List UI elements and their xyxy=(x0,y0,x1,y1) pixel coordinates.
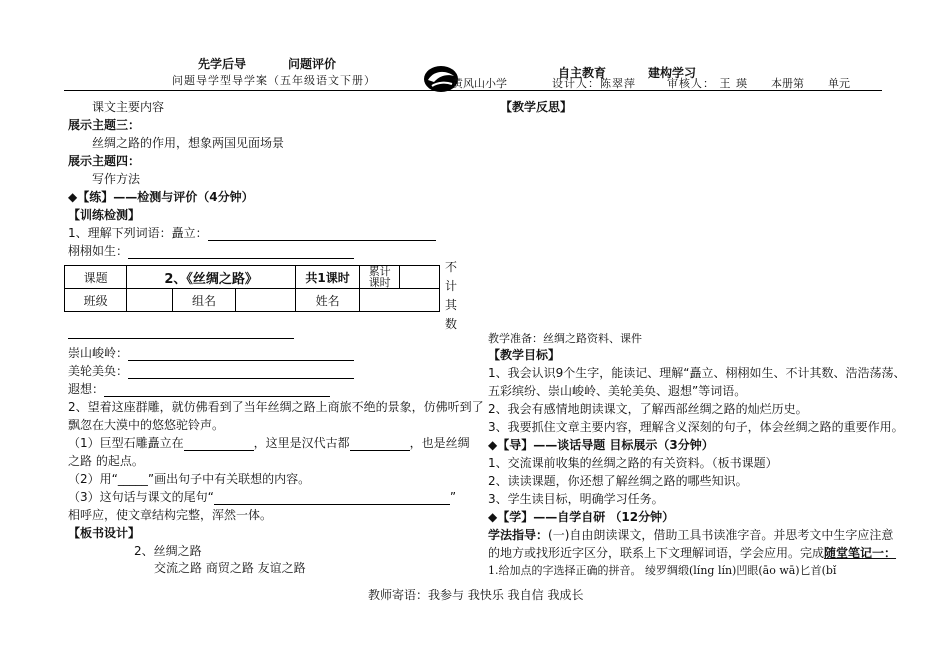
word-xiaxiang-row xyxy=(68,380,330,397)
slogan-xianxue: 先学后导 xyxy=(198,57,247,71)
guide3: 3、学生读目标，明确学习任务。 xyxy=(488,492,664,506)
slogan-jiangou: 建构学习 xyxy=(648,66,697,80)
topic-label: 课题 xyxy=(65,266,127,289)
header-rule xyxy=(64,90,882,91)
word-xuxu-row xyxy=(68,242,354,259)
learn-title: ◆【学】——自学自研 （12分钟） xyxy=(488,510,675,524)
q2-2-row xyxy=(68,470,310,487)
q2-line1: 2、望着这座群雕，就仿佛看到了当年丝绸之路上商旅不绝的景象，仿佛听到了 xyxy=(68,400,484,414)
blank-chongshan[interactable] xyxy=(128,360,354,361)
pinyin-line: 1.给加点的字选择正确的拼音。 绫罗绸缎(líng lín)凹眼(āo wā)匕首(bǐ xyxy=(488,564,837,577)
theme3-title: 展示主题三： xyxy=(68,118,141,132)
method-text1: (一)自由朗读课文，借助工具书读准字音。并思考文中生字应注意 xyxy=(548,528,894,542)
vertical-char: 其 xyxy=(444,298,457,312)
q2-1-c: ，也是丝绸 xyxy=(409,436,470,450)
practice-title: ◆【练】——检测与评价（4分钟） xyxy=(68,190,254,204)
guide1: 1、交流课前收集的丝绸之路的有关资料。（板书课题） xyxy=(488,456,778,470)
goal2: 2、我会有感情地朗读课文，了解西部丝绸之路的灿烂历史。 xyxy=(488,402,808,416)
word-meilun: 美轮美奂： xyxy=(68,364,129,378)
board-line1: 2、丝绸之路 xyxy=(134,544,202,558)
name-value[interactable] xyxy=(360,289,440,312)
class-label: 班级 xyxy=(65,289,127,312)
word-chongshan-row xyxy=(68,344,354,361)
method-text2: 的地方或找形近字区分，联系上下文理解词语，学会应用。完成 xyxy=(488,546,825,560)
blank-buji[interactable] xyxy=(68,338,294,339)
q2-2-c: ”画出句子中有关联想的内容。 xyxy=(147,472,311,486)
book-unit xyxy=(771,75,850,91)
board-line2: 交流之路 商贸之路 友谊之路 xyxy=(154,561,306,575)
name-label: 姓名 xyxy=(295,289,359,312)
cumulative-value[interactable] xyxy=(400,266,440,289)
guide2: 2、读读课题，你还想了解丝绸之路的哪些知识。 xyxy=(488,474,748,488)
q2-line2: 飘忽在大漠中的悠悠驼铃声。 xyxy=(68,418,225,432)
book-unit-prefix: 本册第 xyxy=(771,77,804,90)
item-main-content: 课文主要内容 xyxy=(92,100,165,114)
method-label: 学法指导： xyxy=(488,528,549,542)
goal1-line2: 五彩缤纷、崇山峻岭、美轮美奂、遐想”等词语。 xyxy=(488,384,747,398)
reflection-title: 【教学反思】 xyxy=(500,100,573,114)
header-subtitle: 问题导学型导学案（五年级语文下册） xyxy=(172,74,376,87)
q1-blank-chuli[interactable] xyxy=(208,240,436,241)
theme4-title: 展示主题四： xyxy=(68,154,141,168)
footer-motto: 教师寄语：我参与 我快乐 我自信 我成长 xyxy=(368,588,584,602)
vertical-word xyxy=(444,258,458,334)
word-xuxu: 栩栩如生： xyxy=(68,244,129,258)
method-line1 xyxy=(488,526,893,543)
theme4-text: 写作方法 xyxy=(92,172,141,186)
slogan-wenti: 问题评价 xyxy=(288,57,337,71)
blank-xuxu[interactable] xyxy=(128,258,354,259)
blank-xiaxiang[interactable] xyxy=(104,396,330,397)
lesson-info-table xyxy=(64,265,440,312)
goals-title: 【教学目标】 xyxy=(488,348,561,362)
cumulative-label xyxy=(360,266,400,289)
slogan-zizhu: 自主教育 xyxy=(558,66,607,80)
vertical-char: 不 xyxy=(444,260,457,274)
q2-2-b: _____ xyxy=(117,472,148,486)
q2-2-a: （2）用“ xyxy=(68,472,118,486)
topic-value: 2、《丝绸之路》 xyxy=(127,266,296,289)
cumulative-label-1: 累计 xyxy=(368,265,391,278)
vertical-char: 数 xyxy=(444,317,457,331)
q1-prefix: 1、理解下列词语：矗立： xyxy=(68,226,208,240)
teaching-prep: 教学准备：丝绸之路资料、课件 xyxy=(488,332,642,345)
goal1-line1: 1、我会认识9个生字，能读记、理解“矗立、栩栩如生、不计其数、浩浩荡荡、 xyxy=(488,366,906,380)
guide-title: ◆【导】——谈话导题 目标展示（3分钟） xyxy=(488,438,714,452)
cumulative-label-2: 课时 xyxy=(368,276,391,289)
training-title: 【训练检测】 xyxy=(68,208,141,222)
q2-1-b: ，这里是汉代古都 xyxy=(253,436,350,450)
class-value[interactable] xyxy=(127,289,173,312)
hours-label: 共1课时 xyxy=(295,266,359,289)
designer: 设计人：陈翠萍 xyxy=(552,77,636,90)
board-title: 【板书设计】 xyxy=(68,526,141,540)
reviewer: 审核人： 王 瑛 xyxy=(667,77,748,90)
method-notes: 随堂笔记一： xyxy=(824,546,897,560)
word-xiaxiang: 遐想： xyxy=(68,382,105,396)
theme3-text: 丝绸之路的作用，想象两国见面场景 xyxy=(92,136,285,150)
word-chongshan: 崇山峻岭： xyxy=(68,346,129,360)
goal3: 3、我要抓住文章主要内容，理解含义深刻的句子，体会丝绸之路的重要作用。 xyxy=(488,420,904,434)
word-meilun-row xyxy=(68,362,354,379)
q2-3-a: （3）这句话与课文的尾句“ xyxy=(68,490,214,504)
q2-1-row xyxy=(68,434,470,451)
group-label: 组名 xyxy=(173,289,235,312)
blank-place[interactable] xyxy=(184,450,254,451)
method-line2 xyxy=(488,544,896,561)
school-name: 黄风山小学 xyxy=(452,77,507,90)
q2-1-a: （1）巨型石雕矗立在 xyxy=(68,436,184,450)
q1-row xyxy=(68,224,436,241)
blank-ending[interactable] xyxy=(214,504,450,505)
vertical-char: 计 xyxy=(444,279,457,293)
book-unit-suffix: 单元 xyxy=(828,77,850,90)
q2-1-d: 之路 的起点。 xyxy=(68,454,144,468)
q2-3-c: 相呼应，使文章结构完整，浑然一体。 xyxy=(68,508,273,522)
blank-capital[interactable] xyxy=(350,450,410,451)
group-value[interactable] xyxy=(235,289,295,312)
q2-3-b: ” xyxy=(449,490,457,504)
q2-3-row xyxy=(68,488,456,505)
blank-meilun[interactable] xyxy=(128,378,354,379)
